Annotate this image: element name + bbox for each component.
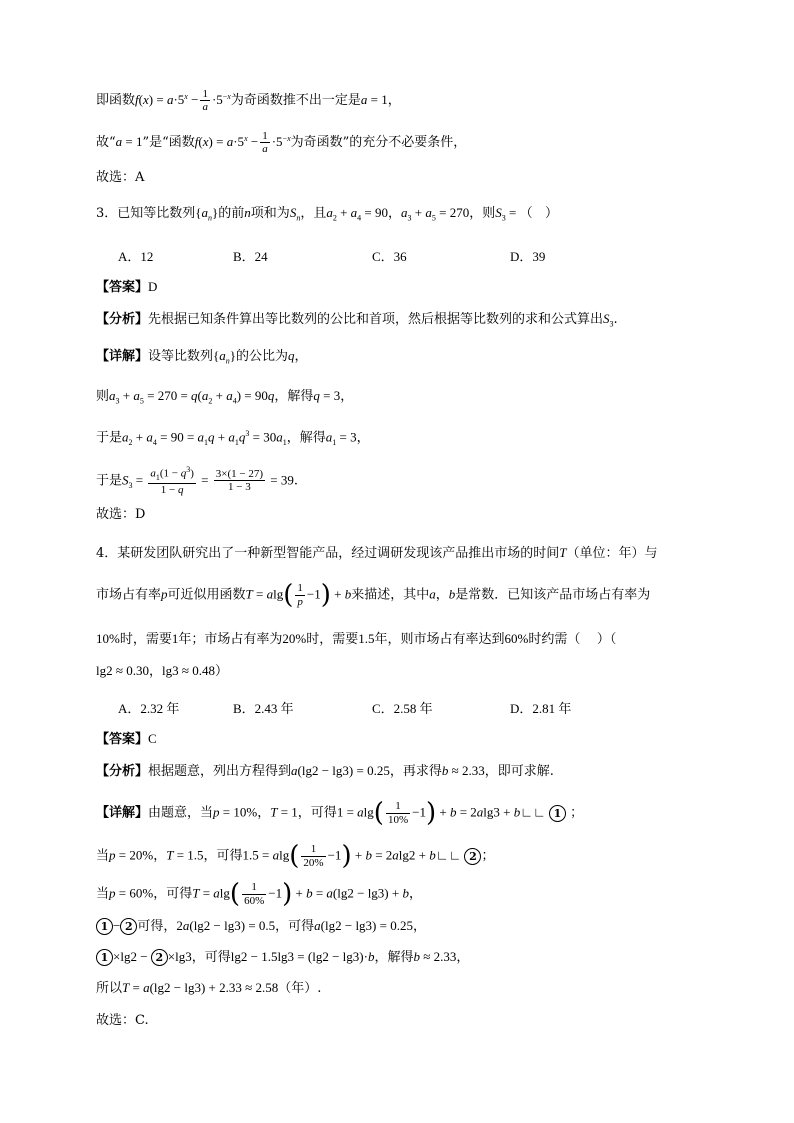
circled-1-icon: 1 [96, 949, 113, 966]
q3-option-c: C．36 [372, 249, 407, 264]
q4-analysis: 【分析】根据题意，列出方程得到a(lg2 − lg3) = 0.25，再求得b ≈ 2.33，即可求解. [96, 763, 554, 779]
q4-stem-3: 10%时，需要1年；市场占有率为20%时，需要1.5年，则市场占有率达到60%时约需（ ）（ [96, 631, 617, 647]
q3-conclusion: 故选：D [96, 507, 146, 522]
q4-option-d: D．2.81 年 [510, 701, 572, 716]
q4-option-a: A．2.32 年 [118, 701, 180, 716]
q4-stem-4: lg2 ≈ 0.30，lg3 ≈ 0.48） [96, 663, 229, 679]
q3-detail: 【详解】设等比数列$\{a_n\}$的公比为q， [96, 348, 308, 366]
prev-conclusion: 故选：A [96, 170, 145, 185]
circled-1-icon: 1 [549, 805, 566, 822]
q4-option-c: C．2.58 年 [372, 701, 433, 716]
prev-line-1: 即函数$f(x) = a\cdot 5^x$ − $\frac{1}{a}$ $\cdot 5^{-x}$为奇函数推不出一定是a = 1， [96, 88, 401, 114]
q3-answer: 【答案】D [96, 279, 158, 295]
q3-step-1: 则$a_3 + a_5 = 270 = q(a_2 + a_4) = 90q$，解得q = 3， [96, 388, 354, 406]
q3-option-a: A．12 [118, 249, 154, 264]
q3-step-2: 于是$a_2 + a_4 = 90 = a_1q + a_1q^3 = 30a_1$，解得$a_1 = 3$， [96, 429, 370, 447]
q3-analysis: 【分析】先根据已知条件算出等比数列的公比和首项，然后根据等比数列的求和公式算出$S_3$. [96, 311, 618, 329]
answer-tag: 【答案】 [96, 280, 149, 295]
circled-2-icon: 2 [120, 918, 137, 935]
q3-option-b: B．24 [233, 249, 268, 264]
q4-detail-3: 当p = 60%，可得T = alg( $\frac{1}{60\%}$ −1) + b = a(lg2 − lg3) + b， [96, 879, 422, 909]
q4-stem-1: 4．某研发团队研究出了一种新型智能产品，经过调研发现该产品推出市场的时间T（单位：年）与 [96, 545, 658, 561]
q4-answer: 【答案】C [96, 731, 157, 747]
q4-detail-5: 1 ×lg2 − 2 ×lg3，可得lg2 − 1.5lg3 = (lg2 − lg3)·b，解得b ≈ 2.33， [96, 949, 469, 966]
prev-line-2: 故“a = 1”是“函数$f(x) = a\cdot 5^x$ − $\frac{1}{a}$ $\cdot 5^{-x}$为奇函数”的充分不必要条件， [96, 130, 467, 156]
q4-detail-1: 【详解】由题意，当p = 10%，T = 1，可得1 = alg( $\frac{1}{10\%}$ −1) + b = 2alg3 + b∟∟ 1 ； [96, 798, 584, 828]
q3-stem: 3．已知等比数列$\{a_n\}$的前n项和为$S_n$，且$a_2 + a_4 = 90$，$a_3 + a_5 = 270$，则$S_3$ = （ ） [96, 205, 558, 223]
q3-step-3: 于是$S_3$ = $\frac{a_1(1 - q^3)}{1 - q}$ = $\frac{3\times(1 - 27)}{1 - 3}$ = 39. [96, 465, 298, 496]
detail-tag: 【详解】 [96, 349, 149, 364]
circled-2-icon: 2 [151, 949, 168, 966]
circled-1-icon: 1 [96, 918, 113, 935]
q4-conclusion: 故选：C. [96, 1013, 149, 1028]
detail-tag: 【详解】 [96, 805, 149, 821]
q4-detail-6: 所以T = a(lg2 − lg3) + 2.33 ≈ 2.58（年）. [96, 980, 322, 996]
circled-2-icon: 2 [464, 848, 481, 865]
answer-tag: 【答案】 [96, 732, 149, 747]
q3-option-d: D．39 [510, 249, 546, 264]
analysis-tag: 【分析】 [96, 764, 149, 779]
q4-option-b: B．2.43 年 [233, 701, 294, 716]
analysis-tag: 【分析】 [96, 312, 149, 327]
q4-stem-2: 市场占有率p可近似用函数T = alg( $\frac{1}{p}$ −1) + b来描述，其中a，b是常数．已知该产品市场占有率为 [96, 580, 651, 610]
q4-detail-2: 当p = 20%，T = 1.5，可得1.5 = alg( $\frac{1}{20\%}$ −1) + b = 2alg2 + b∟∟ 2 ； [96, 841, 495, 871]
q4-detail-4: 1 − 2 可得，2a(lg2 − lg3) = 0.5，可得a(lg2 − lg3) = 0.25， [96, 918, 426, 935]
